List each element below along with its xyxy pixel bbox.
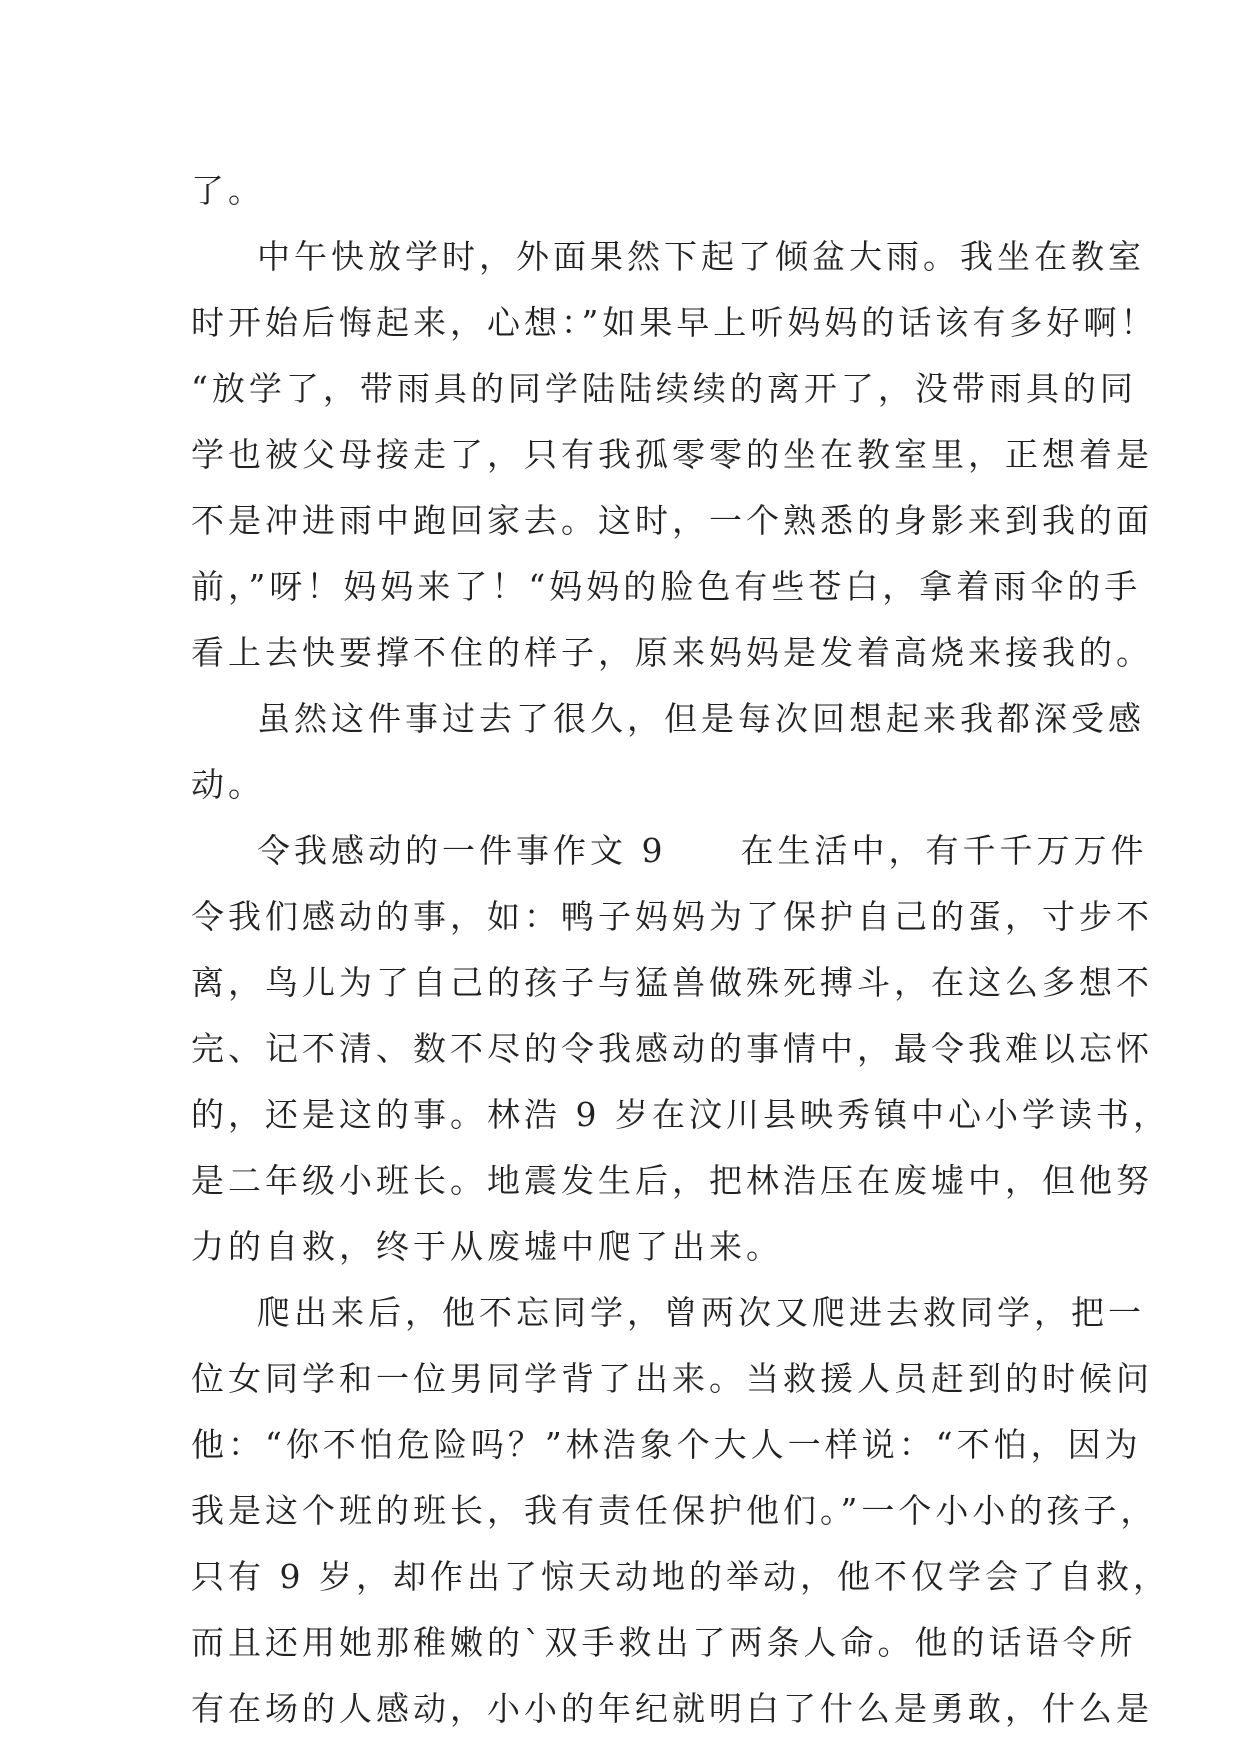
text-line: 只有 9 岁，却作出了惊天动地的举动，他不仅学会了自救， xyxy=(191,1557,1170,1596)
text-line: 是二年级小班长。地震发生后，把林浩压在废墟中，但他努 xyxy=(191,1161,1153,1200)
document-body xyxy=(191,158,1170,1742)
text-line: 令我感动的一件事作文 9 在生活中，有千千万万件 xyxy=(257,831,1148,870)
text-line: 离，鸟儿为了自己的孩子与猛兽做殊死搏斗，在这么多想不 xyxy=(191,963,1153,1002)
text-line: 位女同学和一位男同学背了出来。当救援人员赶到的时候问 xyxy=(191,1359,1153,1398)
text-line: 了。 xyxy=(191,171,265,210)
text-line: 虽然这件事过去了很久，但是每次回想起来我都深受感 xyxy=(257,699,1145,738)
text-line: 令我们感动的事，如：鸭子妈妈为了保护自己的蛋，寸步不 xyxy=(191,897,1153,936)
text-line: 力的自救，终于从废墟中爬了出来。 xyxy=(191,1227,783,1266)
text-line: 而且还用她那稚嫩的`双手救出了两条人命。他的话语令所 xyxy=(191,1623,1137,1662)
text-line: 他：“你不怕危险吗？”林浩象个大人一样说：“不怕，因为 xyxy=(191,1425,1142,1464)
text-line: 学也被父母接走了，只有我孤零零的坐在教室里，正想着是 xyxy=(191,435,1153,474)
text-line: 不是冲进雨中跑回家去。这时，一个熟悉的身影来到我的面 xyxy=(191,501,1153,540)
text-line: “放学了，带雨具的同学陆陆续续的离开了，没带雨具的同 xyxy=(191,369,1137,408)
text-line: 我是这个班的班长，我有责任保护他们。”一个小小的孩子， xyxy=(191,1491,1158,1530)
text-line: 时开始后悔起来，心想：”如果早上听妈妈的话该有多好啊！ xyxy=(191,303,1158,342)
text-line: 爬出来后，他不忘同学，曾两次又爬进去救同学，把一 xyxy=(257,1293,1145,1332)
text-line: 的，还是这的事。林浩 9 岁在汶川县映秀镇中心小学读书， xyxy=(191,1095,1170,1134)
text-line: 中午快放学时，外面果然下起了倾盆大雨。我坐在教室 xyxy=(257,237,1145,276)
text-line: 看上去快要撑不住的样子，原来妈妈是发着高烧来接我的。 xyxy=(191,633,1153,672)
text-line: 前，”呀！妈妈来了！“妈妈的脸色有些苍白，拿着雨伞的手 xyxy=(191,567,1142,606)
text-line: 有在场的人感动，小小的年纪就明白了什么是勇敢，什么是 xyxy=(191,1689,1153,1728)
text-line: 动。 xyxy=(191,765,265,804)
text-line: 完、记不清、数不尽的令我感动的事情中，最令我难以忘怀 xyxy=(191,1029,1153,1068)
